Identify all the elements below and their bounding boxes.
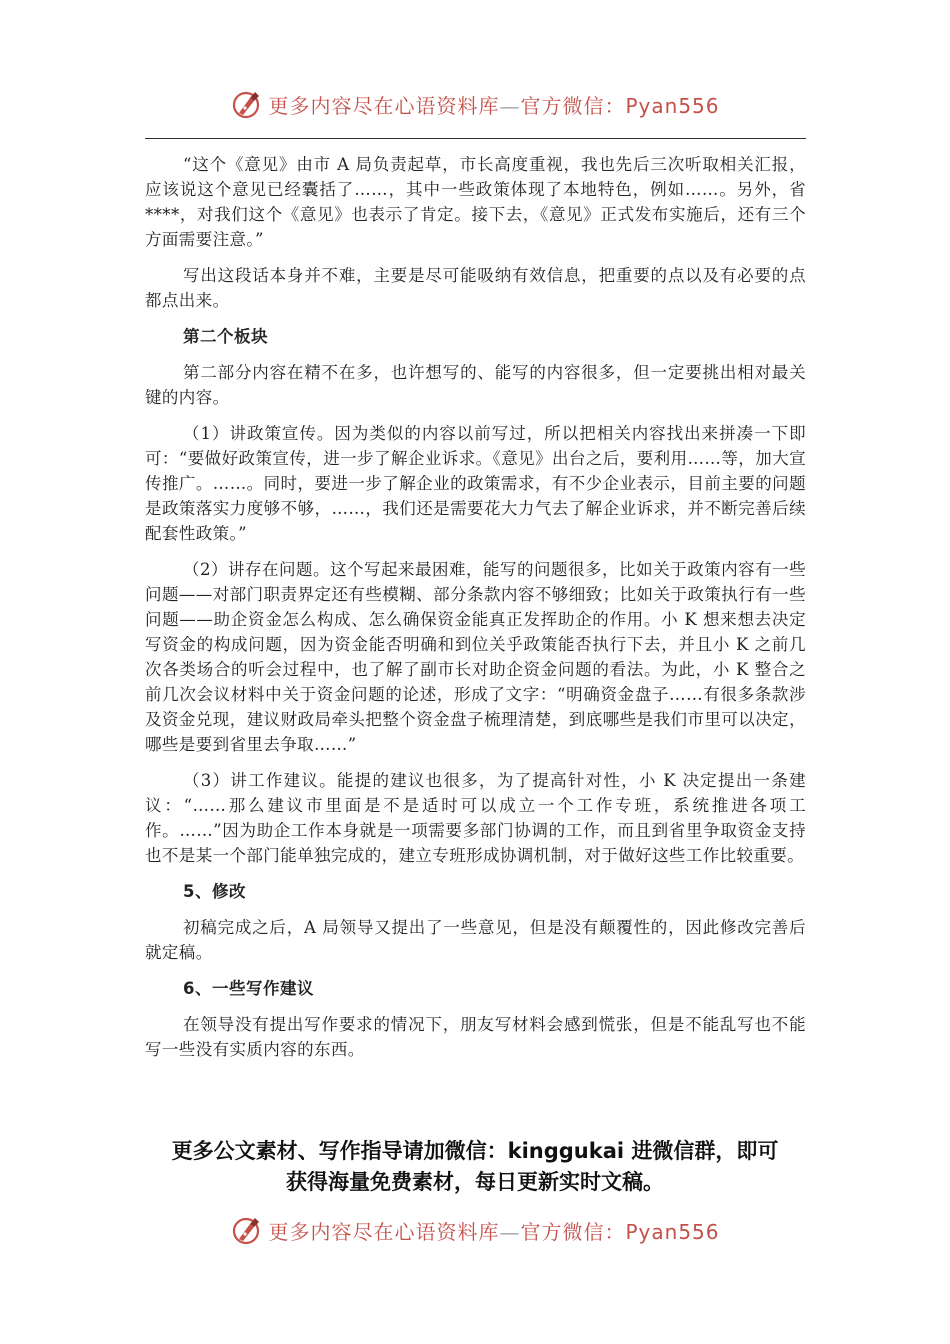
footer-banner: [0, 1210, 950, 1250]
promo-notice: [0, 1136, 950, 1198]
pen-nib-logo-icon: [230, 87, 264, 121]
promo-line-2: 获得海量免费素材，每日更新实时文稿。: [286, 1170, 664, 1194]
document-body: [145, 152, 806, 1073]
paragraph-quote-opinion: “这个《意见》由市 A 局负责起草，市长高度重视，我也先后三次听取相关汇报，应该说这个意见已经囊括了……，其中一些政策体现了本地特色，例如……。另外，省****，对我们这个《意见》也表示了肯定。接下去，《意见》正式发布实施后，还有三个方面需要注意。”: [145, 155, 806, 249]
banner-text: [268, 90, 719, 119]
section-heading-writing-tips: 6、一些写作建议: [183, 979, 314, 998]
section-heading-revision: 5、修改: [183, 882, 246, 901]
banner-slogan: 更多内容尽在心语资料库: [268, 1219, 500, 1244]
banner-slogan: 更多内容尽在心语资料库: [268, 93, 500, 118]
header-banner: [0, 84, 950, 124]
pen-nib-logo-icon: [230, 1213, 264, 1247]
banner-wechat-id: Pyan556: [625, 93, 720, 118]
paragraph-writing-tips: 在领导没有提出写作要求的情况下，朋友写材料会感到慌张，但是不能乱写也不能写一些没有实质内容的东西。: [145, 1015, 806, 1059]
paragraph-work-suggestions: （3）讲工作建议。能提的建议也很多，为了提高针对性，小 K 决定提出一条建议：“……那么建议市里面是不是适时可以成立一个工作专班，系统推进各项工作。……”因为助企工作本身就是一项需要多部门协调的工作，而且到省里争取资金支持也不是某一个部门能单独完成的，建立专班形成协调机制，对于做好这些工作比较重要。: [145, 771, 806, 865]
banner-wechat-label: 官方微信：: [520, 1219, 626, 1244]
section-heading-second-block: 第二个板块: [183, 327, 268, 346]
paragraph-existing-problems: （2）讲存在问题。这个写起来最困难，能写的问题很多，比如关于政策内容有一些问题——对部门职责界定还有些模糊、部分条款内容不够细致；比如关于政策执行有一些问题——助企资金怎么构成、怎么确保资金能真正发挥助企的作用。小 K 想来想去决定写资金的构成问题，因为资金能否明确和到位关乎政策能否执行下去，并且小 K 之前几次各类场合的听会过程中，也了解了副市长对助企资金问题的看法。为此，小 K 整合之前几次会议材料中关于资金问题的论述，形成了文字：“明确资金盘子……有很多条款涉及资金兑现，建议财政局牵头把整个资金盘子梳理清楚，到底哪些是我们市里可以决定，哪些是要到省里去争取……”: [145, 560, 806, 754]
header-divider: [145, 138, 806, 139]
paragraph-policy-promotion: （1）讲政策宣传。因为类似的内容以前写过，所以把相关内容找出来拼凑一下即可：“要做好政策宣传，进一步了解企业诉求。《意见》出台之后，要利用……等，加大宣传推广。……。同时，要进一步了解企业的政策需求，有不少企业表示，目前主要的问题是政策落实力度够不够，……，我们还是需要花大力气去了解企业诉求，并不断完善后续配套性政策。”: [145, 424, 806, 543]
paragraph-revision: 初稿完成之后，A 局领导又提出了一些意见，但是没有颠覆性的，因此修改完善后就定稿。: [145, 918, 806, 962]
banner-dash: —: [499, 1219, 521, 1244]
banner-wechat-id: Pyan556: [625, 1219, 720, 1244]
banner-dash: —: [499, 93, 521, 118]
banner-wechat-label: 官方微信：: [520, 93, 626, 118]
promo-line-1: 更多公文素材、写作指导请加微信：kinggukai 进微信群，即可: [171, 1139, 779, 1163]
paragraph-second-part: 第二部分内容在精不在多，也许想写的、能写的内容很多，但一定要挑出相对最关键的内容。: [145, 363, 806, 407]
paragraph-writing-note: 写出这段话本身并不难，主要是尽可能吸纳有效信息，把重要的点以及有必要的点都点出来。: [145, 266, 806, 310]
banner-text: [268, 1216, 719, 1245]
